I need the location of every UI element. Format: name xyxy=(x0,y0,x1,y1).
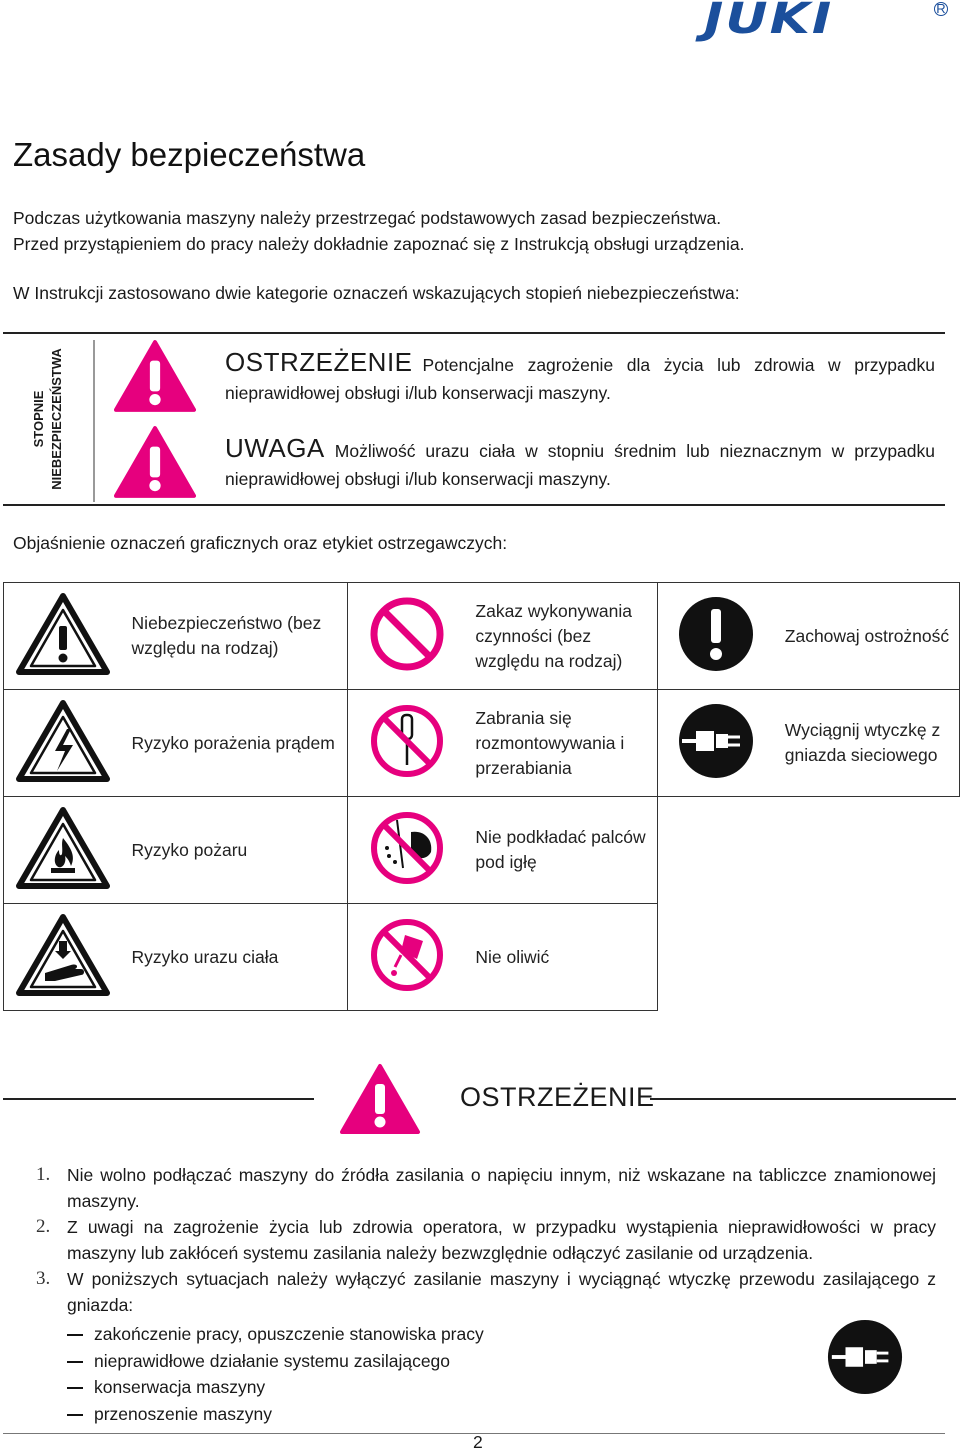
warning-rule-right xyxy=(650,1098,956,1100)
legend-icon-cell xyxy=(657,690,775,797)
vertical-label-line-1: STOPNIE xyxy=(31,390,46,448)
unplug-icon xyxy=(826,1318,904,1396)
list-number: 2. xyxy=(36,1216,51,1237)
legend-icon-cell xyxy=(348,797,466,904)
divider-top xyxy=(3,332,945,334)
juki-logo xyxy=(704,0,948,46)
list-item xyxy=(36,1214,936,1266)
list-item xyxy=(36,1162,936,1214)
warning-heading: OSTRZEŻENIE xyxy=(460,1082,655,1112)
legend-label: Ryzyko urazu ciała xyxy=(122,904,348,1011)
warning-level-word: OSTRZEŻENIE xyxy=(225,347,413,377)
intro-paragraph xyxy=(13,205,943,257)
caution-level-description xyxy=(225,434,935,493)
legend-icon-cell xyxy=(4,690,122,797)
legend-label: Ryzyko pożaru xyxy=(122,797,348,904)
warning-triangle-icon xyxy=(114,338,196,414)
danger-levels-vertical-label xyxy=(24,340,72,498)
legend-label: Zakaz wykonywania czynności (bez względu na rodzaj) xyxy=(465,583,657,690)
situations-list xyxy=(67,1321,767,1428)
legend-icon-cell xyxy=(348,690,466,797)
legend-icon-cell xyxy=(4,583,122,690)
warning-list xyxy=(36,1162,936,1318)
symbol-legend-table xyxy=(3,582,960,1011)
list-text: Z uwagi na zagrożenie życia lub zdrowia operatora, w przypadku wystąpienia nieprawidłowości w pracy maszyny lub zakłóceń systemu zasilania należy bezwzględnie odłączyć zasilanie od urządzenia. xyxy=(67,1217,936,1263)
general-prohibition-icon xyxy=(367,594,447,674)
legend-row xyxy=(4,583,960,690)
page-title: Zasady bezpieczeństwa xyxy=(13,136,366,173)
legend-icon-cell xyxy=(348,904,466,1011)
legend-row xyxy=(4,797,960,904)
warning-level-text: Potencjalne zagrożenie dla życia lub zdrowia w przypadku nieprawidłowej obsługi i/lub konserwacji maszyny. xyxy=(225,355,935,403)
no-disassembly-icon xyxy=(367,701,447,781)
list-item xyxy=(36,1266,936,1318)
situation-item: konserwacja maszyny xyxy=(67,1374,767,1401)
unplug-icon xyxy=(676,701,756,781)
registered-mark: R xyxy=(934,2,948,16)
situation-item: nieprawidłowe działanie systemu zasilającego xyxy=(67,1348,767,1375)
legend-label: Nie podkładać palców pod igłę xyxy=(465,797,657,904)
legend-label: Zachowaj ostrożność xyxy=(775,583,960,690)
logo-text: JUKI xyxy=(704,0,834,44)
list-number: 1. xyxy=(36,1164,51,1185)
caution-triangle-icon xyxy=(114,424,196,500)
legend-label: Zabrania się rozmontowywania i przerabiania xyxy=(465,690,657,797)
legend-icon-cell xyxy=(4,904,122,1011)
warning-level-description xyxy=(225,348,935,407)
warning-rule-left xyxy=(3,1098,314,1100)
divider-bottom xyxy=(3,504,945,506)
warning-triangle-icon xyxy=(338,1062,422,1136)
mandatory-caution-icon xyxy=(676,594,756,674)
empty-cell xyxy=(657,797,959,904)
list-text: W poniższych sytuacjach należy wyłączyć zasilanie maszyny i wyciągnąć wtyczkę przewodu zasilającego z gniazda: xyxy=(67,1269,936,1315)
no-fingers-under-needle-icon xyxy=(367,808,447,888)
vertical-divider xyxy=(93,340,95,502)
categories-heading: W Instrukcji zastosowano dwie kategorie oznaczeń wskazujących stopień niebezpieczeństwa: xyxy=(13,283,740,303)
electric-shock-icon xyxy=(15,697,111,785)
legend-row xyxy=(4,690,960,797)
legend-label: Wyciągnij wtyczkę z gniazda sieciowego xyxy=(775,690,960,797)
situation-item: zakończenie pracy, opuszczenie stanowiska pracy xyxy=(67,1321,767,1348)
empty-cell xyxy=(657,904,959,1011)
legend-icon-cell xyxy=(657,583,775,690)
page-number: 2 xyxy=(473,1432,483,1452)
no-oiling-icon xyxy=(367,915,447,995)
situation-item: przenoszenie maszyny xyxy=(67,1401,767,1428)
legend-label: Niebezpieczeństwo (bez względu na rodzaj) xyxy=(122,583,348,690)
legend-row xyxy=(4,904,960,1011)
fire-hazard-icon xyxy=(15,804,111,892)
legend-label: Ryzyko porażenia prądem xyxy=(122,690,348,797)
intro-line-1: Podczas użytkowania maszyny należy przestrzegać podstawowych zasad bezpieczeństwa. xyxy=(13,208,722,228)
legend-icon-cell xyxy=(348,583,466,690)
legend-icon-cell xyxy=(4,797,122,904)
legend-heading: Objaśnienie oznaczeń graficznych oraz etykiet ostrzegawczych: xyxy=(13,533,508,553)
vertical-label-line-2: NIEBEZPIECZEŃSTWA xyxy=(49,348,64,490)
general-danger-icon xyxy=(15,590,111,678)
caution-level-word: UWAGA xyxy=(225,433,325,463)
legend-label: Nie oliwić xyxy=(465,904,657,1011)
injury-hazard-icon xyxy=(15,911,111,999)
list-text: Nie wolno podłączać maszyny do źródła zasilania o napięciu innym, niż wskazane na tabliczce znamionowej maszyny. xyxy=(67,1165,936,1211)
caution-level-text: Możliwość urazu ciała w stopniu średnim lub nieznacznym w przypadku nieprawidłowej obsługi i/lub konserwacji maszyny. xyxy=(225,441,935,489)
intro-line-2: Przed przystąpieniem do pracy należy dokładnie zapoznać się z Instrukcją obsługi urządzenia. xyxy=(13,234,745,254)
list-number: 3. xyxy=(36,1268,51,1289)
